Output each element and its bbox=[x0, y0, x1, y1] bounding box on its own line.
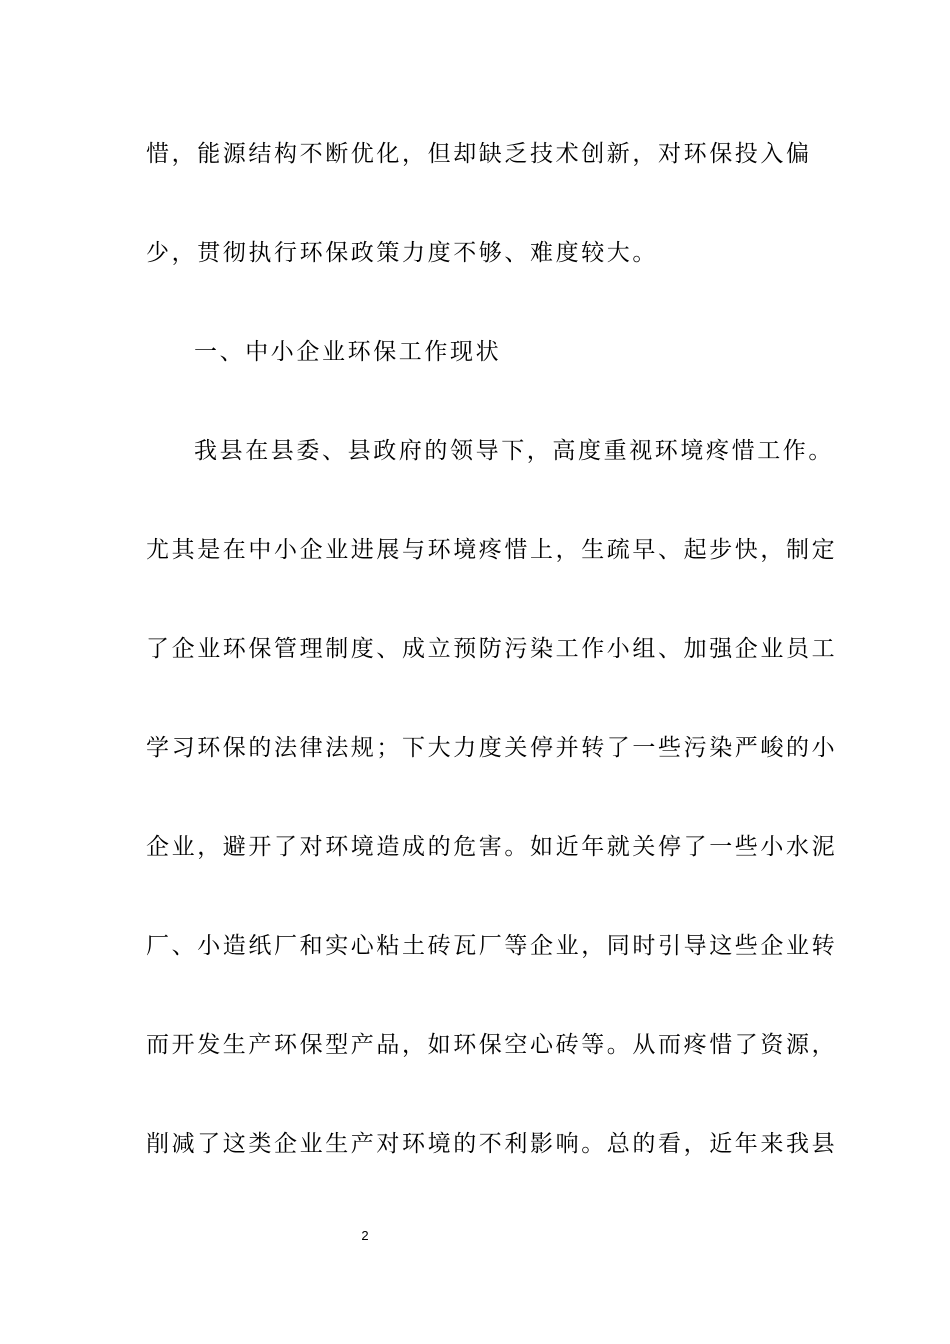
paragraph-line-5: 了企业环保管理制度、成立预防污染工作小组、加强企业员工 bbox=[146, 636, 838, 662]
paragraph-line-2: 少，贯彻执行环保政策力度不够、难度较大。 bbox=[146, 240, 658, 266]
page-number: 2 bbox=[361, 1228, 369, 1243]
paragraph-line-1: 惜，能源结构不断优化，但却缺乏技术创新，对环保投入偏 bbox=[146, 141, 812, 167]
section-heading: 一、中小企业环保工作现状 bbox=[194, 339, 502, 365]
paragraph-line-4: 尤其是在中小企业进展与环境疼惜上，生疏早、起步快，制定 bbox=[146, 537, 838, 563]
paragraph-line-9: 而开发生产环保型产品，如环保空心砖等。从而疼惜了资源， bbox=[146, 1032, 838, 1058]
paragraph-line-8: 厂、小造纸厂和实心粘土砖瓦厂等企业，同时引导这些企业转 bbox=[146, 933, 838, 959]
paragraph-line-7: 企业，避开了对环境造成的危害。如近年就关停了一些小水泥 bbox=[146, 834, 838, 860]
paragraph-line-10: 削减了这类企业生产对环境的不利影响。总的看，近年来我县 bbox=[146, 1131, 838, 1157]
paragraph-line-6: 学习环保的法律法规；下大力度关停并转了一些污染严峻的小 bbox=[146, 735, 838, 761]
paragraph-line-3: 我县在县委、县政府的领导下，高度重视环境疼惜工作。 bbox=[194, 438, 834, 464]
